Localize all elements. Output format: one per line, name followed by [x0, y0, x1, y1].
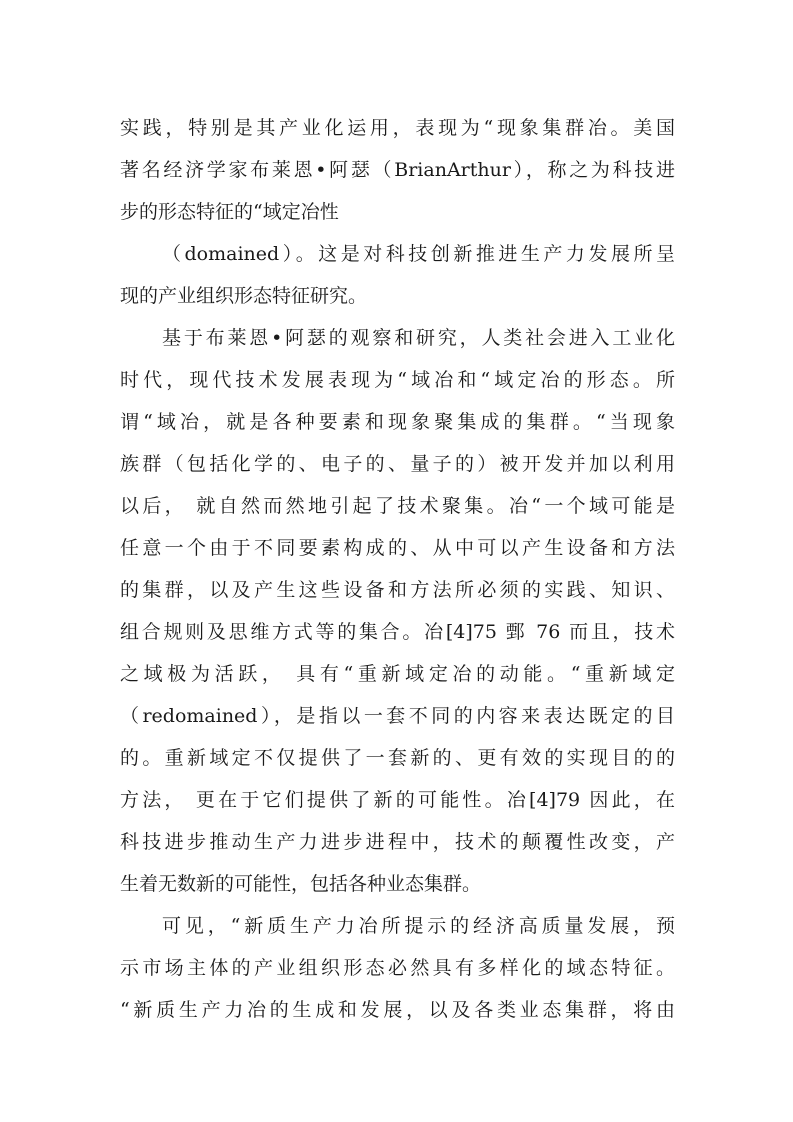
text-line: 任意一个由于不同要素构成的、从中可以产生设备和方法	[120, 537, 675, 559]
text-line: 方法， 更在于它们提供了新的可能性。冶[4]79 因此，在	[120, 789, 675, 811]
text-line: 以后， 就自然而然地引起了技术聚集。冶“一个域可能是	[120, 495, 675, 517]
text-line: 实践，特别是其产业化运用，表现为“现象集群冶。美国	[120, 117, 675, 139]
text-line: 现的产业组织形态特征研究。	[120, 285, 368, 307]
text-line: 的集群，以及产生这些设备和方法所必须的实践、知识、	[120, 579, 675, 601]
text-line: 谓“域冶，就是各种要素和现象聚集成的集群。“当现象	[120, 411, 675, 433]
text-line: 之域极为活跃， 具有“重新域定冶的动能。“重新域定	[120, 663, 675, 685]
text-line: 示市场主体的产业组织形态必然具有多样化的域态特征。	[120, 957, 675, 979]
text-line: （redomained），是指以一套不同的内容来表达既定的目	[120, 705, 675, 727]
text-line: 生着无数新的可能性，包括各种业态集群。	[120, 873, 482, 895]
text-line: 组合规则及思维方式等的集合。冶[4]75 鄄 76 而且，技术	[120, 621, 675, 643]
text-line: 著名经济学家布莱恩•阿瑟（BrianArthur），称之为科技进	[120, 159, 675, 181]
text-line: 族群（包括化学的、电子的、量子的）被开发并加以利用	[120, 453, 675, 475]
text-line: 可见，“新质生产力冶所提示的经济高质量发展，预	[162, 915, 675, 937]
text-line: 步的形态特征的“域定冶性	[120, 201, 339, 223]
text-line: 的。重新域定不仅提供了一套新的、更有效的实现目的的	[120, 747, 675, 769]
text-line: “新质生产力冶的生成和发展，以及各类业态集群，将由	[120, 999, 675, 1021]
text-line: 基于布莱恩•阿瑟的观察和研究，人类社会进入工业化	[162, 327, 675, 349]
text-line: 科技进步推动生产力进步进程中，技术的颠覆性改变，产	[120, 831, 675, 853]
text-line: （domained）。这是对科技创新推进生产力发展所呈	[162, 243, 675, 265]
text-line: 时代，现代技术发展表现为“域冶和“域定冶的形态。所	[120, 369, 675, 391]
